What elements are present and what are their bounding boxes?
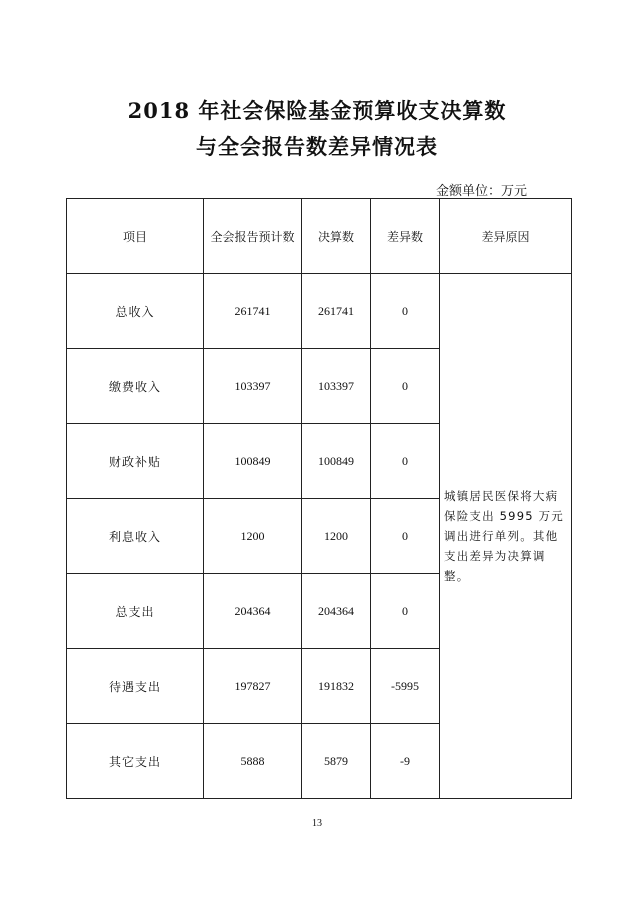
row-item: 总支出	[67, 574, 204, 649]
row-forecast: 197827	[204, 649, 302, 724]
header-item: 项目	[67, 199, 204, 274]
row-forecast: 204364	[204, 574, 302, 649]
row-final: 100849	[302, 424, 371, 499]
comparison-table	[66, 198, 572, 799]
row-item: 待遇支出	[67, 649, 204, 724]
row-final: 204364	[302, 574, 371, 649]
row-item: 总收入	[67, 274, 204, 349]
row-forecast: 5888	[204, 724, 302, 799]
header-reason: 差异原因	[440, 199, 572, 274]
header-difference: 差异数	[371, 199, 440, 274]
header-final: 决算数	[302, 199, 371, 274]
header-forecast: 全会报告预计数	[204, 199, 302, 274]
row-item: 其它支出	[67, 724, 204, 799]
row-difference: 0	[371, 349, 440, 424]
row-forecast: 100849	[204, 424, 302, 499]
row-difference: -9	[371, 724, 440, 799]
unit-label: 金额单位：万元	[436, 184, 528, 199]
row-difference: 0	[371, 274, 440, 349]
row-forecast: 103397	[204, 349, 302, 424]
row-final: 191832	[302, 649, 371, 724]
row-final: 1200	[302, 499, 371, 574]
table-row	[67, 274, 572, 349]
row-final: 261741	[302, 274, 371, 349]
row-forecast: 1200	[204, 499, 302, 574]
document-title-line1: 2018 年社会保险基金预算收支决算数	[127, 98, 507, 123]
row-final: 103397	[302, 349, 371, 424]
row-final: 5879	[302, 724, 371, 799]
row-difference: 0	[371, 499, 440, 574]
row-item: 财政补贴	[67, 424, 204, 499]
page-number: 13	[312, 818, 322, 829]
table-header-row	[67, 199, 572, 274]
row-difference: 0	[371, 574, 440, 649]
row-item: 利息收入	[67, 499, 204, 574]
row-item: 缴费收入	[67, 349, 204, 424]
document-title-line2: 与全会报告数差异情况表	[196, 134, 438, 159]
row-forecast: 261741	[204, 274, 302, 349]
row-difference: 0	[371, 424, 440, 499]
difference-reason: 城镇居民医保将大病保险支出 5995 万元调出进行单列。其他支出差异为决算调整。	[440, 274, 572, 799]
row-difference: -5995	[371, 649, 440, 724]
